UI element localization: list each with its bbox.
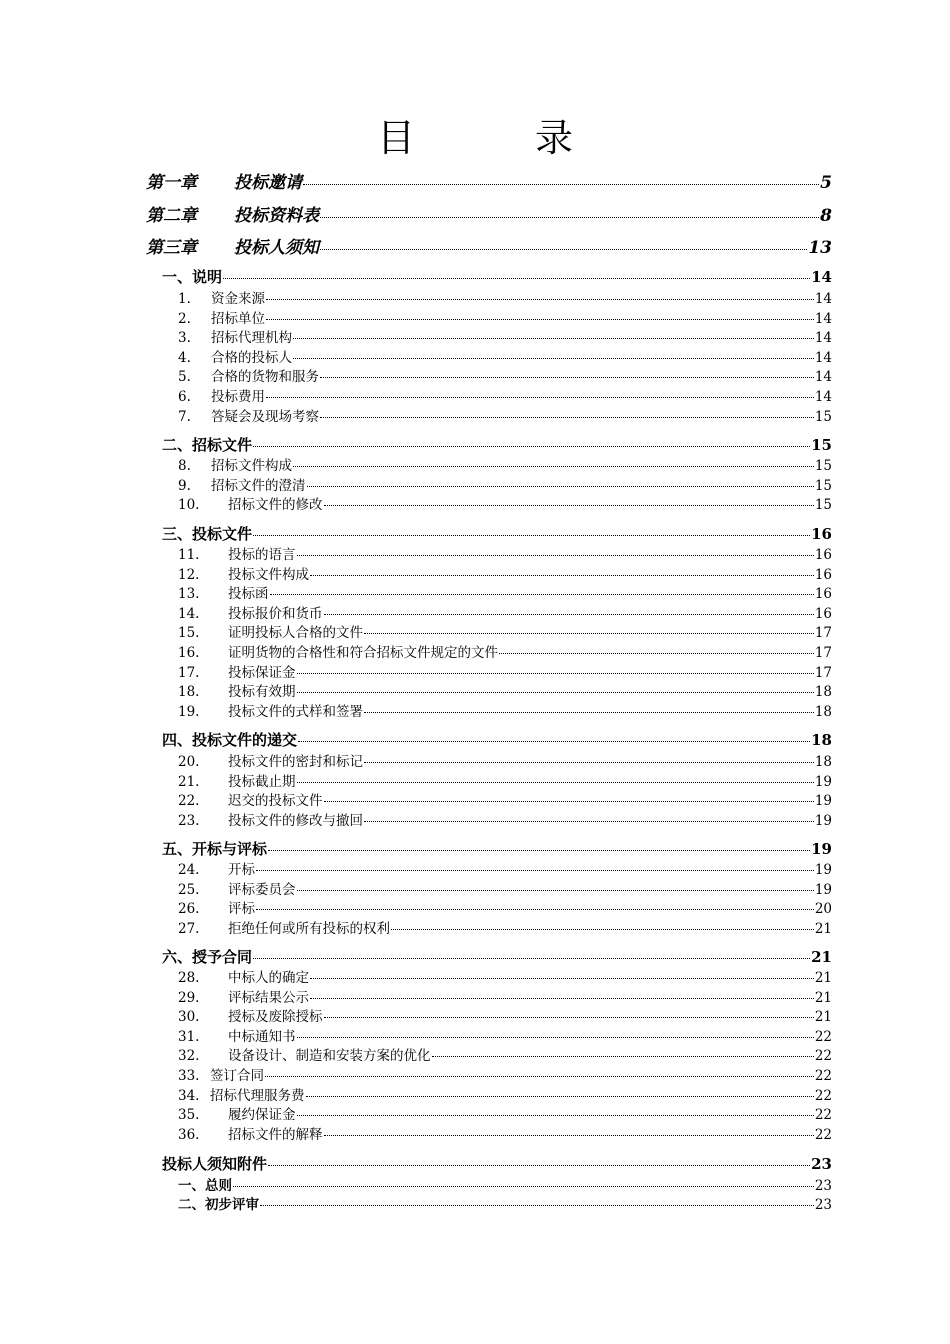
item-number: 3. [178, 330, 191, 346]
section-title: 二、招标文件 [162, 436, 253, 454]
page-number: 19 [814, 882, 832, 898]
item-number: 26. [178, 901, 200, 917]
page-number: 21 [811, 948, 832, 966]
toc-chapter[interactable] [146, 201, 832, 226]
item-title: 投标文件的密封和标记 [228, 754, 363, 770]
page-number: 14 [814, 350, 832, 366]
dot-leader [364, 821, 814, 822]
toc-section[interactable] [162, 946, 832, 967]
page-number: 16 [814, 586, 832, 602]
item-number: 32. [178, 1048, 200, 1064]
dot-leader [324, 801, 814, 802]
item-number: 18. [178, 684, 200, 700]
item-number: 22. [178, 793, 200, 809]
toc-item[interactable] [178, 346, 832, 366]
item-number: 33. [178, 1068, 200, 1084]
page-number: 19 [814, 793, 832, 809]
item-title: 履约保证金 [228, 1107, 296, 1123]
toc-item[interactable] [178, 641, 832, 661]
item-title: 资金来源 [211, 291, 265, 307]
item-number: 10. [178, 497, 200, 513]
page-number: 15 [814, 497, 832, 513]
toc-item[interactable] [178, 1005, 832, 1025]
toc-item[interactable] [178, 543, 832, 563]
item-title: 招标文件的修改 [228, 497, 323, 513]
item-number: 11. [178, 547, 200, 563]
page-number: 18 [811, 731, 832, 749]
dot-leader [320, 417, 814, 418]
dot-leader [297, 782, 814, 783]
appendix-title: 投标人须知附件 [162, 1155, 268, 1173]
item-title: 评标委员会 [228, 882, 296, 898]
item-title: 合格的投标人 [211, 350, 292, 366]
dot-leader [324, 505, 814, 506]
toc-item[interactable] [178, 1044, 832, 1064]
dot-leader [298, 741, 810, 742]
page-number: 19 [814, 774, 832, 790]
dot-leader [266, 299, 814, 300]
item-title: 招标代理服务费 [210, 1088, 305, 1104]
dot-leader [253, 958, 810, 959]
item-number: 9. [178, 478, 191, 494]
page-number: 19 [814, 813, 832, 829]
chapter-title: 投标资料表 [234, 206, 319, 226]
item-title: 中标通知书 [228, 1029, 296, 1045]
page-number: 17 [814, 625, 832, 641]
toc-item[interactable] [178, 1064, 832, 1084]
page-number: 18 [814, 704, 832, 720]
item-title: 开标 [228, 862, 255, 878]
dot-leader [256, 909, 814, 910]
page-title: 目 录 [376, 116, 628, 160]
item-title: 评标 [228, 901, 255, 917]
item-number: 2. [178, 311, 191, 327]
toc-item[interactable] [178, 1123, 832, 1143]
dot-leader [253, 535, 810, 536]
toc-item[interactable] [178, 700, 832, 720]
item-number: 15. [178, 625, 200, 641]
toc-item[interactable] [178, 365, 832, 385]
item-number: 36. [178, 1127, 200, 1143]
toc-item[interactable] [178, 493, 832, 513]
page-number: 17 [814, 665, 832, 681]
dot-leader [223, 278, 810, 279]
item-title: 签订合同 [210, 1068, 264, 1084]
page-number: 16 [811, 525, 832, 543]
toc-item[interactable] [178, 1103, 832, 1123]
item-title: 证明货物的合格性和符合招标文件规定的文件 [228, 645, 498, 661]
item-number: 14. [178, 606, 200, 622]
dot-leader [310, 575, 814, 576]
item-number: 21. [178, 774, 200, 790]
section-title: 三、投标文件 [162, 525, 253, 543]
page-number: 21 [814, 990, 832, 1006]
item-number: 34. [178, 1088, 200, 1104]
page-number: 22 [814, 1048, 832, 1064]
page-number: 14 [811, 268, 832, 286]
toc-item[interactable] [178, 474, 832, 494]
dot-leader [256, 870, 814, 871]
page-number: 17 [814, 645, 832, 661]
page-number: 8 [820, 206, 832, 226]
dot-leader [324, 1135, 814, 1136]
page-number: 15 [814, 409, 832, 425]
section-title: 四、投标文件的递交 [162, 731, 298, 749]
item-title: 评标结果公示 [228, 990, 309, 1006]
item-title: 证明投标人合格的文件 [228, 625, 363, 641]
toc-item[interactable] [178, 809, 832, 829]
toc-appendix-item[interactable] [178, 1193, 832, 1213]
toc-item[interactable] [178, 789, 832, 809]
dot-leader [320, 217, 819, 218]
chapter-number: 第三章 [146, 238, 197, 258]
toc-item[interactable] [178, 602, 832, 622]
dot-leader [391, 929, 814, 930]
item-title: 投标函 [228, 586, 269, 602]
item-title: 投标报价和货币 [228, 606, 323, 622]
toc-chapter[interactable] [146, 233, 832, 258]
item-title: 投标文件的式样和签署 [228, 704, 363, 720]
item-number: 12. [178, 567, 200, 583]
dot-leader [270, 594, 814, 595]
item-number: 13. [178, 586, 200, 602]
item-title: 投标有效期 [228, 684, 296, 700]
toc-section[interactable] [162, 523, 832, 544]
item-number: 4. [178, 350, 191, 366]
toc-item[interactable] [178, 582, 832, 602]
item-number: 5. [178, 369, 191, 385]
toc-appendix[interactable] [162, 1153, 832, 1174]
item-title: 投标的语言 [228, 547, 296, 563]
dot-leader [293, 358, 814, 359]
item-number: 23. [178, 813, 200, 829]
toc-item[interactable] [178, 287, 832, 307]
item-title: 授标及废除授标 [228, 1009, 323, 1025]
item-title: 投标费用 [211, 389, 265, 405]
item-title: 招标文件的解释 [228, 1127, 323, 1143]
dot-leader [364, 633, 814, 634]
item-number: 19. [178, 704, 200, 720]
item-title: 招标文件的澄清 [211, 478, 306, 494]
section-title: 五、开标与评标 [162, 840, 268, 858]
item-title: 投标文件的修改与撤回 [228, 813, 363, 829]
toc-item[interactable] [178, 385, 832, 405]
item-number: 25. [178, 882, 200, 898]
page-number: 13 [808, 238, 832, 258]
page-number: 14 [814, 389, 832, 405]
page-number: 5 [820, 173, 832, 193]
page-number: 15 [814, 458, 832, 474]
page-number: 23 [814, 1178, 832, 1194]
toc-item[interactable] [178, 858, 832, 878]
page-number: 16 [814, 547, 832, 563]
section-title: 六、授予合同 [162, 948, 253, 966]
dot-leader [293, 338, 814, 339]
toc-item[interactable] [178, 405, 832, 425]
chapter-number: 第一章 [146, 173, 197, 193]
item-title: 中标人的确定 [228, 970, 309, 986]
toc-item[interactable] [178, 878, 832, 898]
toc-item[interactable] [178, 1025, 832, 1045]
item-number: 29. [178, 990, 200, 1006]
item-title: 拒绝任何或所有投标的权利 [228, 921, 390, 937]
page-number: 23 [814, 1197, 832, 1213]
toc-item[interactable] [178, 917, 832, 937]
toc-item[interactable] [178, 770, 832, 790]
chapter-title: 投标邀请 [234, 173, 302, 193]
item-number: 35. [178, 1107, 200, 1123]
dot-leader [306, 1096, 814, 1097]
item-title: 投标截止期 [228, 774, 296, 790]
dot-leader [297, 890, 814, 891]
page-number: 22 [814, 1068, 832, 1084]
page-number: 19 [811, 840, 832, 858]
page-number: 19 [814, 862, 832, 878]
item-number: 27. [178, 921, 200, 937]
page-number: 21 [814, 970, 832, 986]
page-number: 22 [814, 1107, 832, 1123]
toc-section[interactable] [162, 434, 832, 455]
dot-leader [324, 614, 814, 615]
page-number: 21 [814, 921, 832, 937]
dot-leader [324, 1017, 814, 1018]
toc-item[interactable] [178, 661, 832, 681]
toc-item[interactable] [178, 326, 832, 346]
item-number: 20. [178, 754, 200, 770]
page-number: 21 [814, 1009, 832, 1025]
chapter-number: 第二章 [146, 206, 197, 226]
toc-item[interactable] [178, 1084, 832, 1104]
dot-leader [297, 692, 814, 693]
appendix-item-title: 二、初步评审 [178, 1197, 259, 1213]
item-number: 16. [178, 645, 200, 661]
toc-item[interactable] [178, 897, 832, 917]
dot-leader [268, 850, 810, 851]
item-title: 招标单位 [211, 311, 265, 327]
toc-appendix-item[interactable] [178, 1174, 832, 1194]
item-number: 31. [178, 1029, 200, 1045]
page-number: 22 [814, 1029, 832, 1045]
page-number: 18 [814, 754, 832, 770]
item-title: 设备设计、制造和安装方案的优化 [228, 1048, 431, 1064]
item-title: 招标代理机构 [211, 330, 292, 346]
dot-leader [303, 184, 819, 185]
dot-leader [266, 319, 814, 320]
dot-leader [297, 673, 814, 674]
toc-section[interactable] [162, 838, 832, 859]
toc-item[interactable] [178, 966, 832, 986]
item-title: 招标文件构成 [211, 458, 292, 474]
dot-leader [297, 1115, 814, 1116]
item-number: 24. [178, 862, 200, 878]
dot-leader [320, 249, 807, 250]
item-number: 28. [178, 970, 200, 986]
toc-item[interactable] [178, 307, 832, 327]
dot-leader [265, 1076, 814, 1077]
item-number: 8. [178, 458, 191, 474]
toc-section[interactable] [162, 266, 832, 287]
page-number: 23 [811, 1155, 832, 1173]
page-number: 14 [814, 311, 832, 327]
dot-leader [260, 1205, 814, 1206]
toc-item[interactable] [178, 621, 832, 641]
page-number: 14 [814, 369, 832, 385]
page-number: 14 [814, 291, 832, 307]
dot-leader [432, 1056, 814, 1057]
page-number: 16 [814, 567, 832, 583]
page-number: 22 [814, 1127, 832, 1143]
dot-leader [320, 377, 814, 378]
item-title: 投标文件构成 [228, 567, 309, 583]
page-number: 15 [811, 436, 832, 454]
dot-leader [233, 1186, 814, 1187]
page-number: 20 [814, 901, 832, 917]
dot-leader [364, 712, 814, 713]
page-number: 14 [814, 330, 832, 346]
dot-leader [297, 555, 814, 556]
page-number: 18 [814, 684, 832, 700]
dot-leader [364, 762, 814, 763]
toc-item[interactable] [178, 750, 832, 770]
dot-leader [310, 998, 814, 999]
page-number: 16 [814, 606, 832, 622]
toc-item[interactable] [178, 986, 832, 1006]
dot-leader [297, 1037, 814, 1038]
item-title: 答疑会及现场考察 [211, 409, 319, 425]
item-number: 17. [178, 665, 200, 681]
section-title: 一、说明 [162, 268, 223, 286]
dot-leader [293, 466, 814, 467]
page-number: 22 [814, 1088, 832, 1104]
dot-leader [268, 1165, 810, 1166]
item-number: 7. [178, 409, 191, 425]
dot-leader [266, 397, 814, 398]
item-number: 6. [178, 389, 191, 405]
toc-item[interactable] [178, 454, 832, 474]
item-number: 1. [178, 291, 191, 307]
page-number: 15 [814, 478, 832, 494]
item-number: 30. [178, 1009, 200, 1025]
appendix-item-title: 一、总则 [178, 1178, 232, 1194]
item-title: 合格的货物和服务 [211, 369, 319, 385]
chapter-title: 投标人须知 [234, 238, 319, 258]
dot-leader [499, 653, 814, 654]
toc-section[interactable] [162, 729, 832, 750]
toc-item[interactable] [178, 680, 832, 700]
item-title: 迟交的投标文件 [228, 793, 323, 809]
dot-leader [307, 486, 814, 487]
dot-leader [310, 978, 814, 979]
toc-item[interactable] [178, 563, 832, 583]
toc-chapter[interactable] [146, 168, 832, 193]
item-title: 投标保证金 [228, 665, 296, 681]
dot-leader [253, 446, 810, 447]
